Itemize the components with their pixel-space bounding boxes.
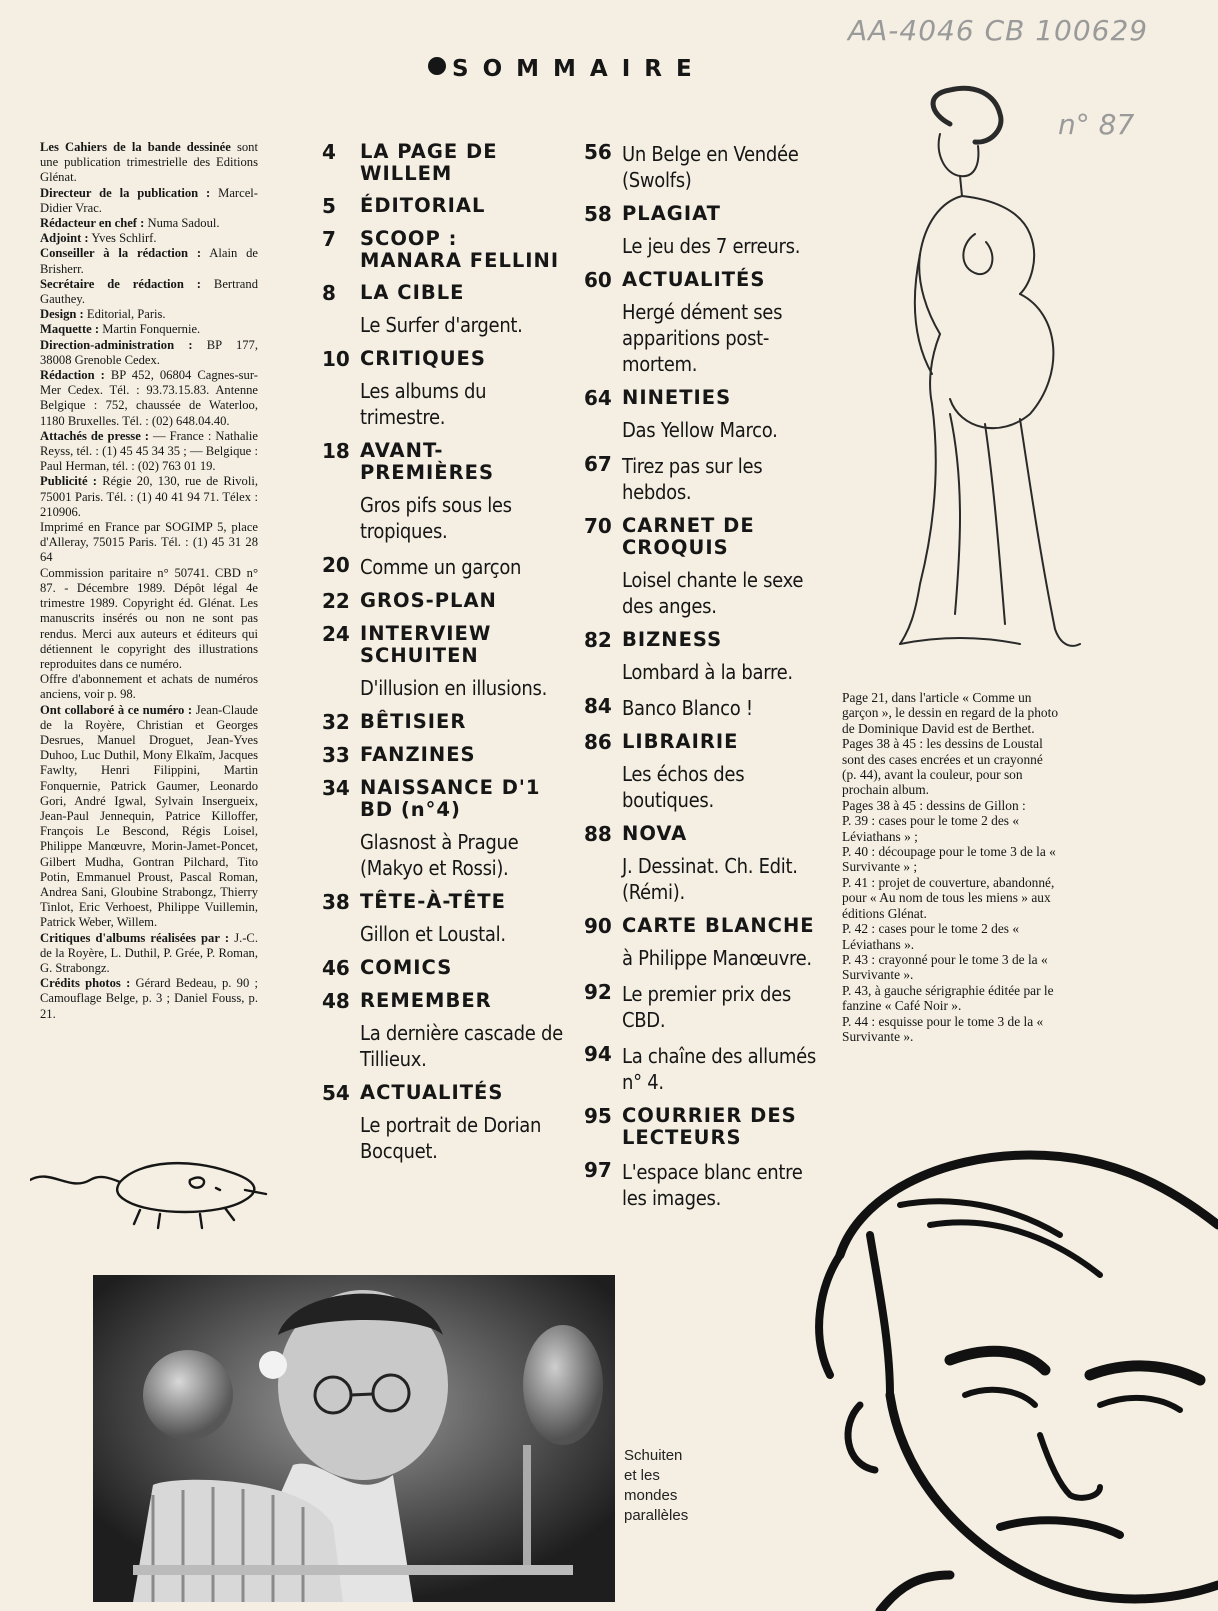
credit-line [40,429,258,475]
toc-heading: SCOOP : MANARA FELLINI [360,227,560,272]
credit-line [40,338,258,368]
toc-heading: ÉDITORIAL [360,194,486,217]
toc-heading: AVANT-PREMIÈRES [360,439,494,484]
credit-label: Critiques d'albums réalisées par : [40,930,230,945]
toc-page-number: 54 [322,1081,350,1105]
credit-text: Jean-Claude de la Royère, Christian et Georges Desrues, Manuel Droguet, Jean-Yves Duhoo, Luc Duthil, Mony Elkaïm, Jacques Fawlty, Henri Filippini, Martin Fonquernie, Patrick Gaumer, Leonardo Gori, André Igwal, Sylvain Inserguеix, Jean-Paul Jennequin, Patrice Killoffer, François Le Bescond, Régis Loisel, Philippe Manœuvre, Morin-Jamet-Poncet, Gilbert Mudha, Gontran Pilchard, Tito Potin, Emmanuel Proust, Pascal Roman, Andrea Sani, Gloubine Strabongz, Thierry Tinlot, Eric Verhoest, Philippe Vuillemin, Patrick Weber, Willem. [40,702,258,930]
toc-entry[interactable] [584,453,820,505]
toc-heading: NINETIES [622,386,732,409]
pregnant-woman-sketch [880,84,1100,664]
toc-entry[interactable] [322,957,564,980]
toc-page-number: 20 [322,553,350,577]
credit-text: Commission paritaire n° 50741. CBD n° 87. - Décembre 1989. Dépôt légal 4e trimestre 1989. Copyright éd. Glénat. Les manuscrits insérés ou non ne sont pas rendus. Merci aux auteurs et éditeurs qui détiennent le copyright des illustrations reproduites dans ce numéro. [40,565,258,671]
toc-page-number: 64 [584,386,612,410]
toc-subtitle: à Philippe Manœuvre. [622,946,812,970]
toc-entry[interactable] [322,554,564,580]
toc-page-number: 34 [322,776,350,800]
toc-entry[interactable] [322,711,564,734]
toc-heading: TÊTE-À-TÊTE [360,890,506,913]
toc-entry[interactable] [584,1159,820,1211]
toc-entry[interactable] [584,1043,820,1095]
credit-text: sont une publication trimestrielle des Editions Glénat. [40,140,258,185]
credit-text: Alain de Brisherr. [40,246,259,276]
toc-entry[interactable] [322,195,564,218]
credit-label: Publicité : [40,474,97,489]
toc-page-number: 48 [322,989,350,1013]
note-line: P. 39 : cases pour le tome 2 des « Léviathans » ; [842,813,1020,844]
note-line: P. 42 : cases pour le tome 2 des « Léviathans ». [842,921,1020,952]
toc-subtitle: La chaîne des allumés n° 4. [622,1044,816,1094]
toc-page-number: 22 [322,589,350,613]
toc-subtitle: Le Surfer d'argent. [360,313,523,337]
toc-page-number: 4 [322,140,336,164]
toc-heading: FANZINES [360,743,476,766]
toc-subtitle: Les albums du trimestre. [360,379,487,429]
credit-label: Conseiller à la rédaction : [40,246,202,261]
credit-line [40,307,258,322]
toc-page-number: 24 [322,622,350,646]
credit-line [40,368,258,429]
toc-subtitle: Banco Blanco ! [622,696,753,720]
toc-subtitle: Le jeu des 7 erreurs. [622,234,801,258]
toc-heading: CARNET DE CROQUIS [622,514,755,559]
toc-entry[interactable] [322,777,564,881]
toc-heading: ACTUALITÉS [622,268,766,291]
credit-text: Numa Sadoul. [144,216,220,231]
toc-entry[interactable] [322,348,564,430]
toc-entry[interactable] [322,228,564,272]
toc-entry[interactable] [322,141,564,185]
credit-text: Marcel-Didier Vrac. [40,185,258,215]
toc-subtitle: La dernière cascade de Tillieux. [360,1021,563,1071]
toc-entry[interactable] [584,141,820,193]
toc-subtitle: Le premier prix des CBD. [622,982,791,1032]
toc-heading: LA CIBLE [360,281,465,304]
credit-label: Maquette : [40,322,100,337]
toc-entry[interactable] [322,1082,564,1164]
toc-page-number: 88 [584,822,612,846]
toc-page-number: 86 [584,730,612,754]
toc-subtitle: Gillon et Loustal. [360,922,506,946]
toc-subtitle: J. Dessinat. Ch. Edit. (Rémi). [622,854,798,904]
toc-heading: PLAGIAT [622,202,721,225]
credit-label: Adjoint : [40,231,89,246]
note-line: P. 43, à gauche sérigraphie éditée par le fanzine « Café Noir ». [842,982,1054,1014]
toc-heading: INTERVIEW SCHUITEN [360,622,492,667]
credit-line [40,672,258,702]
character-drawing [800,1135,1218,1611]
toc-heading: LA PAGE DE WILLEM [360,140,498,185]
toc-subtitle: Das Yellow Marco. [622,418,778,442]
toc-heading: NAISSANCE D'1 BD (n°4) [360,776,541,821]
credit-text: BP 452, 06804 Cagnes-sur-Mer Cedex. Tél. : 93.73.15.83. Antenne Belgique : 752, chaussée de Waterloo, 1180 Bruxelles. Tél. : (02) 648.04.40. [40,368,258,428]
toc-entry[interactable] [322,744,564,767]
toc-page-number: 90 [584,914,612,938]
caption-line: parallèles [624,1507,689,1524]
toc-subtitle: D'illusion en illusions. [360,676,547,700]
credit-line [40,566,258,672]
caption-line: mondes [624,1487,678,1504]
toc-page-number: 97 [584,1158,612,1182]
note-line: P. 43 : crayonné pour le tome 3 de la « Survivante ». [842,951,1048,983]
credits-column [40,140,258,1022]
toc-subtitle: Tirez pas sur les hebdos. [622,454,763,504]
toc-page-number: 46 [322,956,350,980]
credit-text: Yves Schlirf. [88,231,157,246]
toc-subtitle: L'espace blanc entre les images. [622,1160,803,1210]
toc-subtitle: Les échos des boutiques. [622,762,745,812]
toc-page-number: 10 [322,347,350,371]
toc-entry[interactable] [584,203,820,259]
note-line: Pages 38 à 45 : dessins de Gillon : [842,797,1026,813]
toc-entry[interactable] [584,695,820,721]
toc-heading: REMEMBER [360,989,492,1012]
toc-page-number: 95 [584,1104,612,1128]
toc-heading: LIBRAIRIE [622,730,739,753]
toc-heading: NOVA [622,822,688,845]
toc-entry[interactable] [584,981,820,1033]
toc-entry[interactable] [322,440,564,544]
photo-schuiten [93,1275,615,1602]
toc-page-number: 70 [584,514,612,538]
toc-page-number: 38 [322,890,350,914]
toc-subtitle: Un Belge en Vendée (Swolfs) [622,142,799,192]
toc-heading: GROS-PLAN [360,589,497,612]
credit-text: — France : Nathalie Reyss, tél. : (1) 45 45 34 35 ; — Belgique : Paul Herman, tél. : (02) 763 01 19. [40,428,259,474]
toc-entry[interactable] [584,269,820,377]
toc-entry[interactable] [584,629,820,685]
credit-label: Les Cahiers de la bande dessinée [40,140,231,154]
bullet-icon [428,57,446,75]
toc-column-left [322,141,564,1174]
credit-label: Rédaction : [40,368,105,383]
archive-number: AA-4046 CB 100629 [848,14,1149,47]
credit-line [40,140,258,186]
credit-text: J.-C. de la Royère, L. Duthil, P. Grée, P. Roman, G. Strabongz. [40,930,258,975]
toc-entry[interactable] [584,731,820,813]
toc-page-number: 33 [322,743,350,767]
toc-heading: BÊTISIER [360,710,467,733]
toc-heading: COMICS [360,956,453,979]
toc-subtitle: Hergé dément ses apparitions post-mortem. [622,300,783,376]
credit-label: Ont collaboré à ce numéro : [40,702,193,717]
toc-page-number: 94 [584,1042,612,1066]
notes-column [842,690,1060,1044]
toc-subtitle: Gros pifs sous les tropiques. [360,493,512,543]
toc-heading: BIZNESS [622,628,723,651]
toc-heading: ACTUALITÉS [360,1081,504,1104]
toc-entry[interactable] [584,823,820,905]
toc-entry[interactable] [322,623,564,701]
note-line: P. 40 : découpage pour le tome 3 de la « Survivante » ; [842,844,1056,875]
toc-page-number: 7 [322,227,336,251]
credit-line [40,703,258,931]
toc-page-number: 58 [584,202,612,226]
toc-entry[interactable] [584,387,820,443]
credit-text: Gérard Bedeau, p. 90 ; Camouflage Belge, p. 3 ; Daniel Fouss, p. 21. [40,976,259,1021]
toc-entry[interactable] [322,282,564,338]
credit-text: Offre d'abonnement et achats de numéros anciens, voir p. 98. [40,672,258,702]
credit-label: Rédacteur en chef : [40,216,145,231]
toc-subtitle: Lombard à la barre. [622,660,793,684]
toc-page-number: 67 [584,452,612,476]
toc-page-number: 82 [584,628,612,652]
credit-text: Imprimé en France par SOGIMP 5, place d'Alleray, 75015 Paris. Tél. : (1) 45 31 28 64 [40,520,258,565]
toc-heading: CRITIQUES [360,347,486,370]
toc-entry[interactable] [584,515,820,619]
credit-label: Crédits photos : [40,976,131,991]
toc-subtitle: Le portrait de Dorian Bocquet. [360,1113,542,1163]
credit-label: Attachés de presse : [40,428,149,443]
credit-line [40,277,258,307]
mouse-doodle [30,1150,270,1240]
toc-page-number: 60 [584,268,612,292]
toc-entry[interactable] [322,891,564,947]
credit-text: Régie 20, 130, rue de Rivoli, 75001 Paris. Tél. : (1) 40 41 94 71. Télex : 210906. [40,474,258,519]
credit-line [40,976,258,1022]
toc-page-number: 5 [322,194,336,218]
credit-line [40,246,258,276]
credit-label: Design : [40,307,84,322]
credit-line [40,931,258,977]
credit-text: Martin Fonquernie. [99,322,201,337]
credit-line [40,322,258,337]
credit-line [40,216,258,231]
credit-label: Direction-administration : [40,337,193,352]
toc-page-number: 56 [584,140,612,164]
toc-column-right [584,141,820,1221]
note-line: Pages 38 à 45 : les dessins de Loustal sont des cases encrées et un crayonné (p. 44), avant la couleur, pour son prochain album. [842,736,1043,798]
toc-entry[interactable] [322,590,564,613]
caption-line: et les [624,1467,660,1484]
toc-subtitle: Comme un garçon [360,555,522,579]
page-title: SOMMAIRE [428,56,706,82]
toc-subtitle: Glasnost à Prague (Makyo et Rossi). [360,830,519,880]
credit-text: BP 177, 38008 Grenoble Cedex. [40,337,258,367]
toc-page-number: 92 [584,980,612,1004]
toc-page-number: 32 [322,710,350,734]
issue-number-handwritten: n° 87 [1058,108,1135,141]
credit-text: Bertrand Gauthey. [40,276,258,307]
note-line: P. 41 : projet de couverture, abandonné, pour « Au nom de tous les miens » aux éditions Glénat. [842,874,1055,921]
credit-text: Editorial, Paris. [83,307,166,322]
credit-line [40,186,258,216]
credit-line [40,520,258,566]
toc-page-number: 8 [322,281,336,305]
note-line: Page 21, dans l'article « Comme un garçon », le dessin en regard de la photo de Dominique David est de Berthet. [842,690,1059,736]
credit-line [40,474,258,520]
photo-caption [624,1446,688,1526]
credit-line [40,231,258,246]
note-line: P. 44 : esquisse pour le tome 3 de la « Survivante ». [842,1013,1044,1044]
credit-label: Secrétaire de rédaction : [40,276,201,291]
toc-page-number: 84 [584,694,612,718]
credit-label: Directeur de la publication : [40,185,211,200]
toc-page-number: 18 [322,439,350,463]
toc-subtitle: Loisel chante le sexe des anges. [622,568,804,618]
toc-entry[interactable] [584,915,820,971]
toc-entry[interactable] [322,990,564,1072]
toc-heading: COURRIER DES LECTEURS [622,1104,797,1149]
toc-entry[interactable] [584,1105,820,1149]
toc-heading: CARTE BLANCHE [622,914,815,937]
caption-line: Schuiten [624,1447,683,1464]
